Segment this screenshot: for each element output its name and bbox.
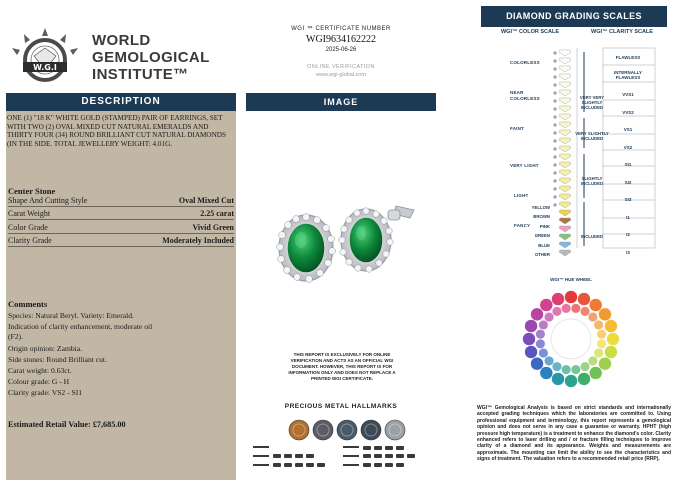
hue-gem-icon (571, 304, 581, 314)
color-gem-icon (559, 90, 571, 96)
clarity-grade: INTERNALLY FLAWLESS (613, 70, 643, 80)
hue-gem-icon (540, 299, 553, 312)
color-grade-marker (553, 91, 556, 94)
hue-gem-icon (580, 307, 590, 317)
hallmark-coin-icon (313, 420, 333, 440)
hue-gem-icon (571, 365, 581, 375)
color-grade-marker (553, 139, 556, 142)
hue-gem-icon (589, 366, 602, 379)
seal-text: W.G.I (33, 63, 57, 72)
color-grade-marker (553, 147, 556, 150)
clarity-grade: SI3 (624, 197, 632, 202)
row-value: Oval Mixed Cut (178, 196, 234, 205)
color-gem-icon (559, 186, 571, 192)
hue-gem-icon (604, 345, 617, 358)
color-group-label: COLORLESS (510, 60, 540, 65)
certificate-date: 2025-06-26 (325, 47, 357, 53)
hue-gem-icon (577, 372, 590, 385)
logo-line-3: INSTITUTE™ (92, 66, 189, 83)
clarity-group-label: VERY VERY SLIGHTLY INCLUDED (579, 95, 605, 110)
color-gem-icon (559, 106, 571, 112)
clarity-grade: I1 (626, 215, 630, 220)
hue-gem-icon (565, 291, 578, 304)
color-gem-icon (559, 218, 571, 224)
hue-gem-icon (536, 339, 546, 349)
color-gem-icon (559, 66, 571, 72)
color-grade-marker (553, 51, 556, 54)
color-gem-icon (559, 202, 571, 208)
wgi-logo (4, 26, 224, 90)
color-gem-icon (559, 178, 571, 184)
center-stone-row (8, 195, 234, 207)
color-group-label: LIGHT (514, 193, 529, 198)
color-gem-icon (559, 210, 571, 216)
color-gem-icon (559, 82, 571, 88)
color-gem-icon (559, 138, 571, 144)
hue-gem-icon (561, 304, 571, 314)
color-grade-marker (553, 67, 556, 70)
clarity-grade: VS2 (623, 145, 633, 150)
online-verification-label: ONLINE VERIFICATION (307, 64, 375, 70)
hue-gem-icon (597, 329, 607, 339)
comments-title: Comments (8, 299, 48, 309)
hue-wheel-diagram (520, 288, 622, 390)
hue-gem-icon (598, 308, 611, 321)
fancy-color-label: BLUE (538, 243, 550, 248)
hue-gem-icon (588, 356, 598, 366)
hue-gem-icon (536, 329, 546, 339)
comment-line: Indication of clarity enhancement, moderate oil (8, 322, 153, 331)
color-gem-icon (559, 114, 571, 120)
color-gem-icon (559, 194, 571, 200)
wgi-seal-icon (4, 26, 86, 88)
fancy-color-label: PINK (539, 224, 550, 229)
color-gem-icon (559, 162, 571, 168)
hue-gem-icon (525, 345, 538, 358)
color-grade-marker (553, 75, 556, 78)
clarity-group-label: SLIGHTLY INCLUDED (580, 176, 604, 186)
fancy-color-label: GREEN (534, 233, 550, 238)
fancy-label: FANCY (514, 223, 531, 228)
clarity-grade: FLAWLESS (615, 55, 641, 60)
color-gem-icon (559, 250, 571, 256)
color-grade-marker (553, 195, 556, 198)
hue-gem-icon (525, 320, 538, 333)
comment-line: Origin opinion: Zambia. (8, 344, 83, 353)
hue-gem-icon (594, 320, 604, 330)
comment-line: (F2). (8, 332, 23, 341)
color-grade-marker (553, 179, 556, 182)
estimated-retail-value: Estimated Retail Value: £7,685.00 (8, 420, 126, 429)
hue-gem-icon (607, 333, 620, 346)
hallmark-stamps-icon (253, 444, 429, 474)
row-key: Carat Weight (8, 209, 51, 218)
certificate-number: WGI9634162222 (306, 34, 376, 45)
color-grade-marker (553, 99, 556, 102)
clarity-grade: SI1 (624, 162, 632, 167)
hue-gem-icon (539, 348, 549, 358)
color-group-label: NEAR COLORLESS (510, 90, 540, 101)
color-gem-icon (559, 242, 571, 248)
hue-gem-icon (561, 365, 571, 375)
hue-gem-icon (552, 362, 562, 372)
color-gem-icon (559, 58, 571, 64)
image-header: IMAGE (246, 93, 436, 111)
fancy-color-label: YELLOW (531, 205, 550, 210)
hallmark-coin-icon (385, 420, 405, 440)
color-grade-marker (553, 83, 556, 86)
clarity-grade: VS1 (623, 127, 633, 132)
comment-line: Carat weight: 0.63ct. (8, 366, 72, 375)
hue-gem-icon (552, 307, 562, 317)
color-grade-marker (553, 59, 556, 62)
hue-gem-icon (588, 312, 598, 322)
hue-gem-icon (523, 333, 536, 346)
center-stone-row (8, 222, 234, 234)
color-gem-icon (559, 226, 571, 232)
hue-gem-icon (597, 339, 607, 349)
clarity-grade: I3 (626, 250, 630, 255)
hallmarks-title: PRECIOUS METAL HALLMARKS (284, 403, 398, 410)
clarity-group-label: VERY SLIGHTLY INCLUDED (575, 131, 609, 141)
hue-gem-icon (604, 320, 617, 333)
logo-line-1: WORLD (92, 32, 151, 49)
hue-gem-icon (577, 293, 590, 306)
hue-gem-icon (544, 312, 554, 322)
center-stone-title: Center Stone (8, 186, 56, 196)
clarity-grade: VVS1 (622, 92, 634, 97)
color-group-label: FAINT (510, 126, 524, 131)
center-stone-row (8, 208, 234, 220)
hue-gem-icon (594, 348, 604, 358)
hue-gem-icon (552, 293, 565, 306)
row-value: Vivid Green (192, 223, 234, 232)
color-gem-icon (559, 122, 571, 128)
color-gem-icon (559, 154, 571, 160)
hallmark-coins (287, 415, 407, 445)
color-gem-icon (559, 74, 571, 80)
comment-line: Species: Natural Beryl. Variety: Emerald. (8, 311, 134, 320)
color-gem-icon (559, 146, 571, 152)
row-key: Color Grade (8, 223, 48, 232)
logo-line-2: GEMOLOGICAL (92, 49, 210, 66)
right-earring (339, 206, 414, 272)
hallmark-coin-icon (361, 420, 381, 440)
hue-gem-icon (539, 320, 549, 330)
earrings-photo (268, 196, 418, 286)
clarity-scale-heading: WGI™ CLARITY SCALE (591, 29, 653, 35)
fancy-color-label: OTHER (534, 252, 550, 257)
logo-wordmark (92, 32, 210, 83)
color-gem-icon (559, 234, 571, 240)
color-scale-heading: WGI™ COLOR SCALE (500, 29, 560, 35)
description-text: ONE (1) "18 K" WHITE GOLD (STAMPED) PAIR OF EARRINGS, SET WITH TWO (2) OVAL MIXED CUT NATURAL EMERALDS AND THIRTY FOUR (34) ROUND BRILLIANT CUT NATURAL DIAMONDS (IN THE SIDE. TOTAL JEWELLERY WEIGHT: 4.01G. (7, 114, 226, 148)
comment-line: Colour grade: G - H (8, 377, 70, 386)
color-group-label: VERY LIGHT (510, 163, 539, 168)
hue-gem-icon (531, 357, 544, 370)
row-value: Moderately Included (162, 236, 234, 245)
hue-gem-icon (565, 375, 578, 388)
certificate-number-label: WGI ™ CERTIFICATE NUMBER (291, 26, 391, 32)
diamond-grading-scales-header: DIAMOND GRADING SCALES (481, 6, 667, 27)
color-grade-marker (553, 171, 556, 174)
color-grade-marker (553, 107, 556, 110)
comment-line: Clarity grade: VS2 - SI1 (8, 388, 83, 397)
row-key: Clarity Grade (8, 236, 52, 245)
hue-gem-icon (552, 372, 565, 385)
color-grade-marker (553, 155, 556, 158)
row-key: Shape And Cutting Style (8, 196, 88, 205)
left-earring (277, 214, 336, 283)
center-stone-row (8, 235, 234, 247)
hallmark-coin-icon (289, 420, 309, 440)
color-gem-icon (559, 98, 571, 104)
color-grade-marker (553, 123, 556, 126)
fine-print: WGI™ Gemological Analysis is based on strict standards and internationally accepted grading techniques which the laboratories are committed to. Using professional equipment and terminology, this report represents a gemological opinion and does not serve in any case a guarantee or warranty. HPHT (high pressure high temperature) is a treatment to enhance the diamond's color. Clarity enhanced refers to laser drilling and / or fracture filling techniques to improve clarity of a diamond and its appearance. Weights and measurements are approximate. The mounting can limit the ability to see the characteristics and signs of treatment. The valuation refers to a recommended retail price (RRP). (477, 405, 671, 463)
color-grade-marker (553, 187, 556, 190)
color-gem-icon (559, 50, 571, 56)
color-gem-icon (559, 170, 571, 176)
hallmark-coin-icon (337, 420, 357, 440)
row-value: 2.25 carat (200, 209, 234, 218)
color-grade-marker (553, 203, 556, 206)
online-disclaimer: THIS REPORT IS EXCLUSIVELY FOR ONLINE VERIFICATION AND ACTS AS AN OFFICIAL WGI DOCUMENT. HOWEVER, THIS REPORT IS FOR INFORMATION ONLY AND DOES NOT REPLACE A PRINTED WGI CERTIFICATE. (288, 352, 396, 381)
description-header: DESCRIPTION (6, 93, 236, 111)
online-verification-url[interactable]: www.wgi-global.com (316, 72, 366, 78)
comment-line: Side stones: Round Brilliant cut. (8, 355, 107, 364)
color-grade-marker (553, 163, 556, 166)
color-grade-marker (553, 131, 556, 134)
clarity-grade: VVS2 (622, 110, 634, 115)
clarity-grade: SI2 (624, 180, 632, 185)
hue-wheel-title: WGI™ HUE WHEEL (550, 277, 592, 282)
hue-gem-icon (544, 356, 554, 366)
hue-gem-icon (580, 362, 590, 372)
color-gem-icon (559, 130, 571, 136)
clarity-grade: I2 (626, 232, 630, 237)
fancy-color-label: BROWN (533, 214, 550, 219)
clarity-group-label: INCLUDED (580, 234, 604, 239)
color-grade-marker (553, 115, 556, 118)
